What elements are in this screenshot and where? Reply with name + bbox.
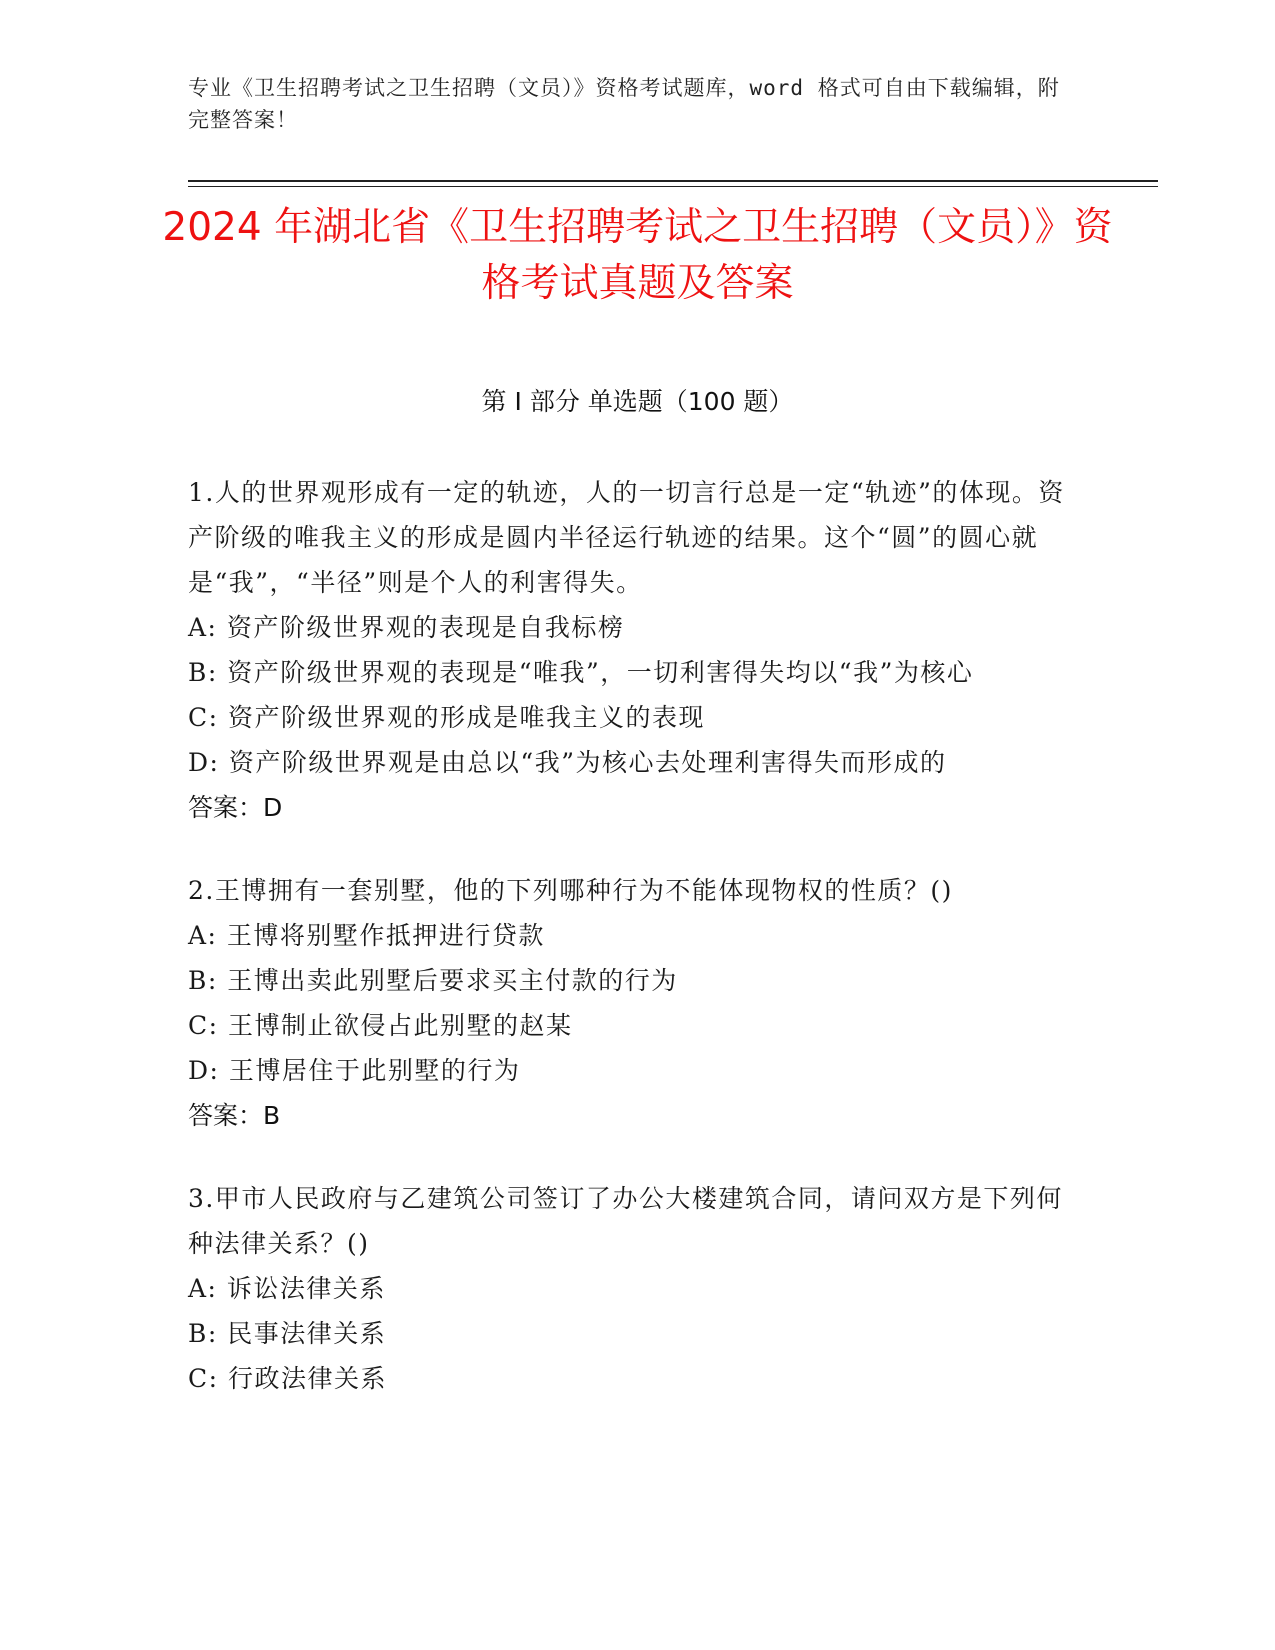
header-rule-thick — [188, 180, 1158, 182]
section-title: 第 I 部分 单选题（100 题） — [481, 387, 794, 416]
option-c: C: 资产阶级世界观的形成是唯我主义的表现 — [188, 703, 705, 732]
question-list — [188, 470, 1073, 1439]
question-stem: 2.王博拥有一套别墅，他的下列哪种行为不能体现物权的性质？() — [188, 876, 953, 905]
option-d: D: 资产阶级世界观是由总以“我”为核心去处理利害得失而形成的 — [188, 748, 947, 777]
document-title: 2024 年湖北省《卫生招聘考试之卫生招聘（文员）》资格考试真题及答案 — [162, 205, 1113, 306]
question-3 — [188, 1176, 1073, 1401]
question-stem: 3.甲市人民政府与乙建筑公司签订了办公大楼建筑合同，请问双方是下列何种法律关系？() — [188, 1184, 1063, 1258]
header-rule-thin — [188, 186, 1158, 187]
option-c: C: 王博制止欲侵占此别墅的赵某 — [188, 1011, 573, 1040]
option-a: A: 诉讼法律关系 — [188, 1274, 386, 1303]
option-b: B: 资产阶级世界观的表现是“唯我”，一切利害得失均以“我”为核心 — [188, 658, 974, 687]
option-a: A: 资产阶级世界观的表现是自我标榜 — [188, 613, 625, 642]
option-a: A: 王博将别墅作抵押进行贷款 — [188, 921, 545, 950]
option-b: B: 王博出卖此别墅后要求买主付款的行为 — [188, 966, 678, 995]
question-1 — [188, 470, 1073, 830]
question-2 — [188, 868, 1073, 1138]
question-stem: 1.人的世界观形成有一定的轨迹，人的一切言行总是一定“轨迹”的体现。资产阶级的唯我主义的形成是圆内半径运行轨迹的结果。这个“圆”的圆心就是“我”，“半径”则是个人的利害得失。 — [188, 478, 1065, 597]
option-c: C: 行政法律关系 — [188, 1364, 387, 1393]
option-d: D: 王博居住于此别墅的行为 — [188, 1056, 521, 1085]
option-b: B: 民事法律关系 — [188, 1319, 387, 1348]
answer: 答案：B — [188, 1101, 281, 1130]
answer: 答案：D — [188, 793, 283, 822]
header-note: 专业《卫生招聘考试之卫生招聘（文员）》资格考试题库，word 格式可自由下载编辑，附完整答案！ — [188, 76, 1060, 132]
